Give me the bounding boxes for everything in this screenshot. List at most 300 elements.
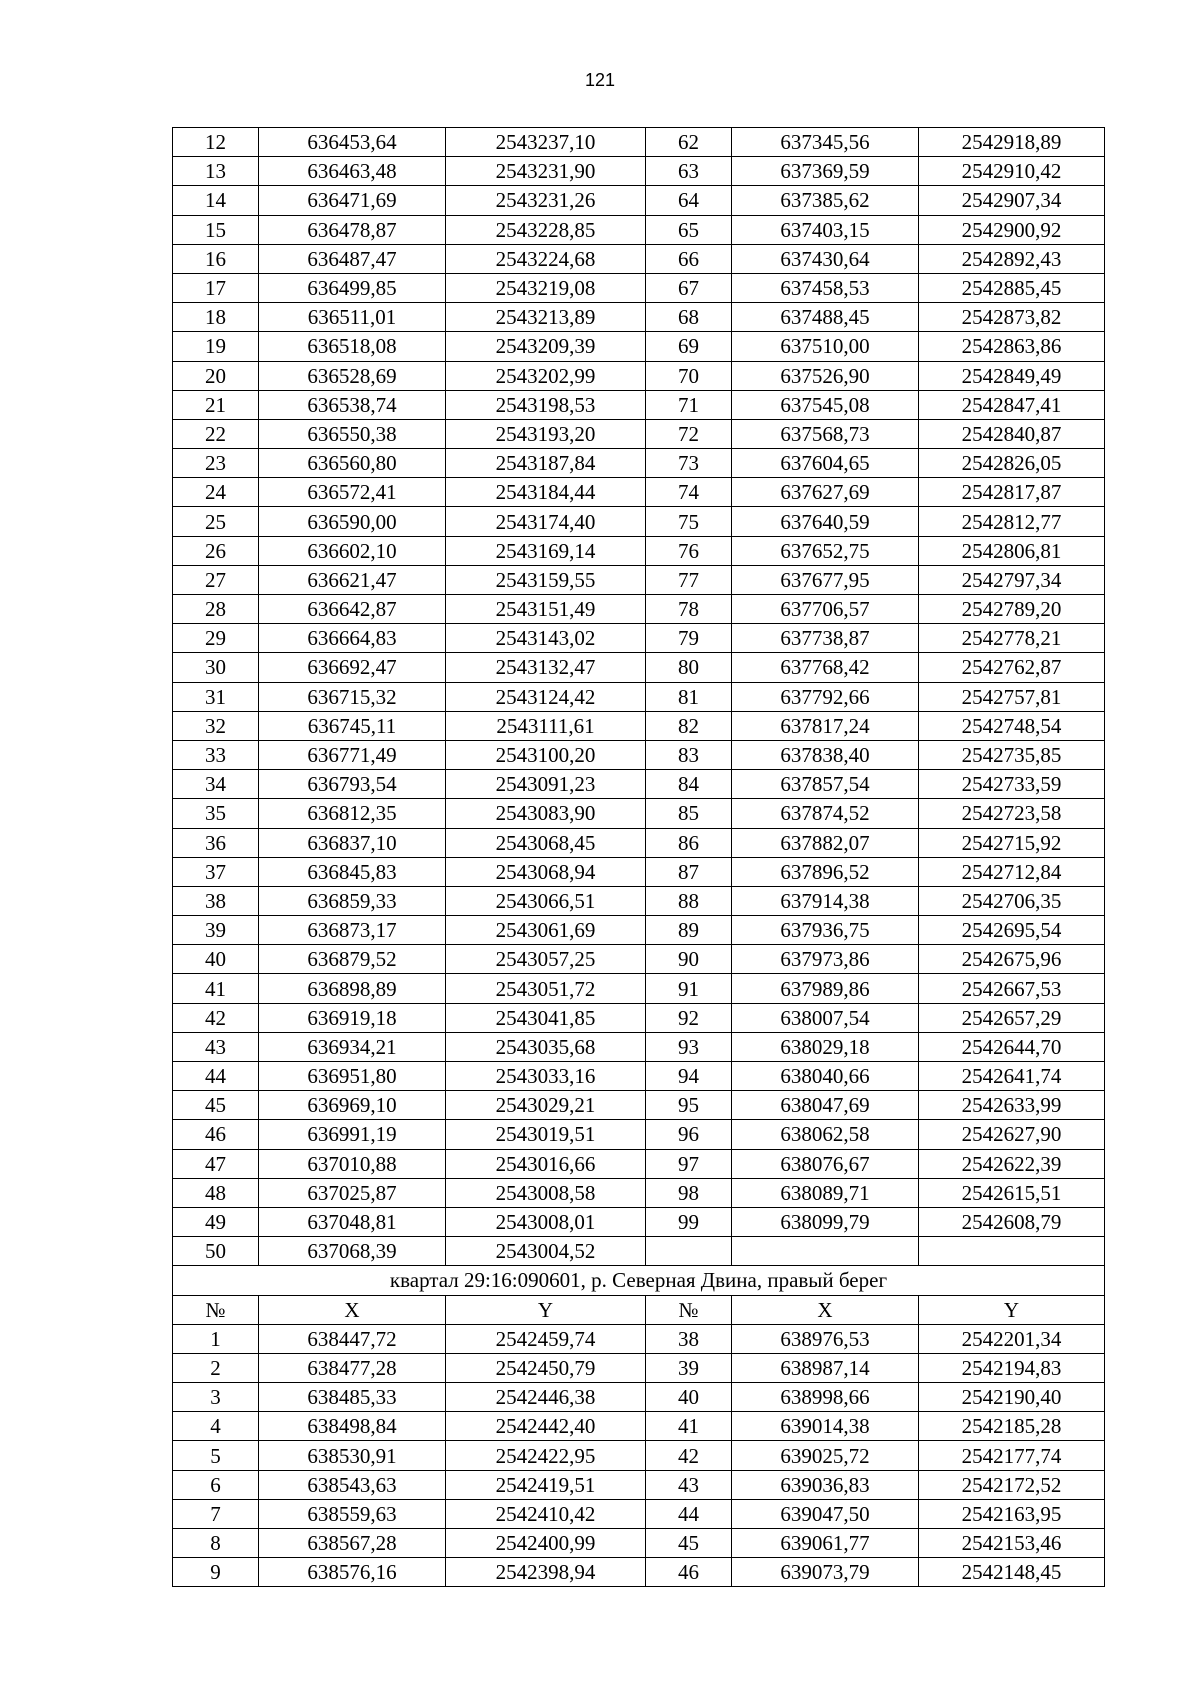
point-number-cell	[646, 1237, 732, 1266]
point-number-cell: 38	[173, 886, 259, 915]
x-coordinate-cell: 636969,10	[259, 1091, 446, 1120]
point-number-cell: 24	[173, 478, 259, 507]
x-coordinate-cell: 636538,74	[259, 390, 446, 419]
x-coordinate-cell: 637458,53	[732, 273, 919, 302]
point-number-cell: 42	[646, 1441, 732, 1470]
point-number-cell: 6	[173, 1470, 259, 1499]
point-number-cell: 96	[646, 1120, 732, 1149]
x-coordinate-cell: 639036,83	[732, 1470, 919, 1499]
table-row	[173, 682, 1105, 711]
y-coordinate-cell: 2542907,34	[919, 186, 1105, 215]
y-coordinate-cell: 2542450,79	[446, 1353, 646, 1382]
x-coordinate-cell: 637973,86	[732, 945, 919, 974]
x-coordinate-cell: 636919,18	[259, 1003, 446, 1032]
y-coordinate-cell: 2542400,99	[446, 1529, 646, 1558]
header-y-left: Y	[446, 1295, 646, 1324]
x-coordinate-cell: 639061,77	[732, 1529, 919, 1558]
x-coordinate-cell: 637488,45	[732, 303, 919, 332]
x-coordinate-cell: 638099,79	[732, 1207, 919, 1236]
point-number-cell: 38	[646, 1324, 732, 1353]
y-coordinate-cell: 2542715,92	[919, 828, 1105, 857]
point-number-cell: 43	[646, 1470, 732, 1499]
coordinates-table	[172, 127, 1105, 1587]
y-coordinate-cell: 2543033,16	[446, 1062, 646, 1091]
point-number-cell: 43	[173, 1032, 259, 1061]
x-coordinate-cell: 636560,80	[259, 449, 446, 478]
y-coordinate-cell: 2543228,85	[446, 215, 646, 244]
y-coordinate-cell: 2543083,90	[446, 799, 646, 828]
point-number-cell: 12	[173, 128, 259, 157]
y-coordinate-cell: 2542840,87	[919, 419, 1105, 448]
y-coordinate-cell: 2542757,81	[919, 682, 1105, 711]
y-coordinate-cell: 2542695,54	[919, 916, 1105, 945]
y-coordinate-cell: 2543029,21	[446, 1091, 646, 1120]
y-coordinate-cell: 2542723,58	[919, 799, 1105, 828]
point-number-cell: 89	[646, 916, 732, 945]
point-number-cell: 65	[646, 215, 732, 244]
x-coordinate-cell: 637385,62	[732, 186, 919, 215]
point-number-cell: 88	[646, 886, 732, 915]
y-coordinate-cell: 2542177,74	[919, 1441, 1105, 1470]
x-coordinate-cell: 637652,75	[732, 536, 919, 565]
x-coordinate-cell: 636453,64	[259, 128, 446, 157]
y-coordinate-cell: 2543016,66	[446, 1149, 646, 1178]
point-number-cell: 22	[173, 419, 259, 448]
x-coordinate-cell: 636793,54	[259, 770, 446, 799]
table-row	[173, 1441, 1105, 1470]
y-coordinate-cell: 2542885,45	[919, 273, 1105, 302]
point-number-cell: 20	[173, 361, 259, 390]
table-row	[173, 157, 1105, 186]
point-number-cell: 29	[173, 624, 259, 653]
table-row	[173, 653, 1105, 682]
x-coordinate-cell: 638559,63	[259, 1499, 446, 1528]
x-coordinate-cell: 636845,83	[259, 857, 446, 886]
y-coordinate-cell: 2543174,40	[446, 507, 646, 536]
y-coordinate-cell: 2543193,20	[446, 419, 646, 448]
x-coordinate-cell: 636642,87	[259, 595, 446, 624]
y-coordinate-cell: 2542185,28	[919, 1412, 1105, 1441]
x-coordinate-cell: 637640,59	[732, 507, 919, 536]
point-number-cell: 46	[646, 1558, 732, 1587]
table-row	[173, 186, 1105, 215]
y-coordinate-cell: 2542789,20	[919, 595, 1105, 624]
table-row	[173, 1324, 1105, 1353]
point-number-cell: 62	[646, 128, 732, 157]
point-number-cell: 64	[646, 186, 732, 215]
point-number-cell: 77	[646, 565, 732, 594]
point-number-cell: 72	[646, 419, 732, 448]
x-coordinate-cell: 637048,81	[259, 1207, 446, 1236]
y-coordinate-cell: 2542622,39	[919, 1149, 1105, 1178]
point-number-cell: 44	[646, 1499, 732, 1528]
y-coordinate-cell: 2543091,23	[446, 770, 646, 799]
y-coordinate-cell: 2543061,69	[446, 916, 646, 945]
x-coordinate-cell: 637989,86	[732, 974, 919, 1003]
x-coordinate-cell: 638976,53	[732, 1324, 919, 1353]
y-coordinate-cell: 2542706,35	[919, 886, 1105, 915]
y-coordinate-cell: 2543209,39	[446, 332, 646, 361]
x-coordinate-cell: 637936,75	[732, 916, 919, 945]
table-row	[173, 1353, 1105, 1382]
point-number-cell: 31	[173, 682, 259, 711]
point-number-cell: 39	[646, 1353, 732, 1382]
point-number-cell: 33	[173, 740, 259, 769]
y-coordinate-cell: 2542712,84	[919, 857, 1105, 886]
header-number-right: №	[646, 1295, 732, 1324]
point-number-cell: 5	[173, 1441, 259, 1470]
point-number-cell: 92	[646, 1003, 732, 1032]
y-coordinate-cell: 2542641,74	[919, 1062, 1105, 1091]
y-coordinate-cell: 2542657,29	[919, 1003, 1105, 1032]
table-row	[173, 1499, 1105, 1528]
x-coordinate-cell: 636463,48	[259, 157, 446, 186]
y-coordinate-cell: 2543219,08	[446, 273, 646, 302]
header-x-right: X	[732, 1295, 919, 1324]
table-row	[173, 507, 1105, 536]
point-number-cell: 32	[173, 711, 259, 740]
y-coordinate-cell: 2542817,87	[919, 478, 1105, 507]
x-coordinate-cell: 638477,28	[259, 1353, 446, 1382]
y-coordinate-cell: 2542778,21	[919, 624, 1105, 653]
point-number-cell: 18	[173, 303, 259, 332]
table-row	[173, 478, 1105, 507]
y-coordinate-cell: 2543068,94	[446, 857, 646, 886]
x-coordinate-cell: 637403,15	[732, 215, 919, 244]
point-number-cell: 73	[646, 449, 732, 478]
y-coordinate-cell: 2543124,42	[446, 682, 646, 711]
y-coordinate-cell: 2542806,81	[919, 536, 1105, 565]
point-number-cell: 26	[173, 536, 259, 565]
table-row	[173, 1062, 1105, 1091]
y-coordinate-cell: 2542918,89	[919, 128, 1105, 157]
section-header-row	[173, 1295, 1105, 1324]
section-title: квартал 29:16:090601, р. Северная Двина, правый берег	[173, 1266, 1105, 1295]
y-coordinate-cell: 2542633,99	[919, 1091, 1105, 1120]
point-number-cell: 49	[173, 1207, 259, 1236]
y-coordinate-cell: 2543231,90	[446, 157, 646, 186]
table-row	[173, 1412, 1105, 1441]
x-coordinate-cell: 637838,40	[732, 740, 919, 769]
y-coordinate-cell: 2543231,26	[446, 186, 646, 215]
y-coordinate-cell: 2542873,82	[919, 303, 1105, 332]
x-coordinate-cell: 636745,11	[259, 711, 446, 740]
point-number-cell: 21	[173, 390, 259, 419]
y-coordinate-cell: 2542812,77	[919, 507, 1105, 536]
point-number-cell: 78	[646, 595, 732, 624]
y-coordinate-cell: 2542900,92	[919, 215, 1105, 244]
point-number-cell: 99	[646, 1207, 732, 1236]
x-coordinate-cell: 636602,10	[259, 536, 446, 565]
table-row	[173, 244, 1105, 273]
x-coordinate-cell: 636487,47	[259, 244, 446, 273]
y-coordinate-cell: 2542733,59	[919, 770, 1105, 799]
point-number-cell: 40	[646, 1383, 732, 1412]
y-coordinate-cell: 2542910,42	[919, 157, 1105, 186]
x-coordinate-cell: 638040,66	[732, 1062, 919, 1091]
x-coordinate-cell: 638047,69	[732, 1091, 919, 1120]
x-coordinate-cell: 638498,84	[259, 1412, 446, 1441]
table-row	[173, 711, 1105, 740]
table-row	[173, 945, 1105, 974]
y-coordinate-cell: 2543066,51	[446, 886, 646, 915]
upper-rows	[173, 128, 1105, 1266]
y-coordinate-cell: 2543100,20	[446, 740, 646, 769]
x-coordinate-cell: 636812,35	[259, 799, 446, 828]
x-coordinate-cell: 637706,57	[732, 595, 919, 624]
table-row	[173, 1529, 1105, 1558]
x-coordinate-cell: 636550,38	[259, 419, 446, 448]
y-coordinate-cell: 2543008,58	[446, 1178, 646, 1207]
x-coordinate-cell: 636621,47	[259, 565, 446, 594]
point-number-cell: 30	[173, 653, 259, 682]
point-number-cell: 69	[646, 332, 732, 361]
page-number: 121	[584, 70, 616, 90]
header-y-right: Y	[919, 1295, 1105, 1324]
x-coordinate-cell: 637430,64	[732, 244, 919, 273]
point-number-cell: 98	[646, 1178, 732, 1207]
point-number-cell: 3	[173, 1383, 259, 1412]
table-row	[173, 624, 1105, 653]
x-coordinate-cell: 637510,00	[732, 332, 919, 361]
point-number-cell: 66	[646, 244, 732, 273]
point-number-cell: 81	[646, 682, 732, 711]
y-coordinate-cell: 2542148,45	[919, 1558, 1105, 1587]
y-coordinate-cell: 2543202,99	[446, 361, 646, 390]
y-coordinate-cell: 2542608,79	[919, 1207, 1105, 1236]
y-coordinate-cell: 2542748,54	[919, 711, 1105, 740]
table-row	[173, 128, 1105, 157]
x-coordinate-cell: 636771,49	[259, 740, 446, 769]
x-coordinate-cell: 638447,72	[259, 1324, 446, 1353]
y-coordinate-cell: 2542892,43	[919, 244, 1105, 273]
y-coordinate-cell: 2542735,85	[919, 740, 1105, 769]
y-coordinate-cell: 2543187,84	[446, 449, 646, 478]
point-number-cell: 85	[646, 799, 732, 828]
table-row	[173, 1091, 1105, 1120]
point-number-cell: 95	[646, 1091, 732, 1120]
y-coordinate-cell	[919, 1237, 1105, 1266]
point-number-cell: 36	[173, 828, 259, 857]
point-number-cell: 46	[173, 1120, 259, 1149]
point-number-cell: 84	[646, 770, 732, 799]
x-coordinate-cell: 638029,18	[732, 1032, 919, 1061]
section-rows	[173, 1324, 1105, 1587]
x-coordinate-cell: 636572,41	[259, 478, 446, 507]
x-coordinate-cell: 638062,58	[732, 1120, 919, 1149]
y-coordinate-cell: 2543057,25	[446, 945, 646, 974]
x-coordinate-cell: 638998,66	[732, 1383, 919, 1412]
point-number-cell: 87	[646, 857, 732, 886]
point-number-cell: 16	[173, 244, 259, 273]
point-number-cell: 80	[646, 653, 732, 682]
y-coordinate-cell: 2542459,74	[446, 1324, 646, 1353]
point-number-cell: 48	[173, 1178, 259, 1207]
point-number-cell: 39	[173, 916, 259, 945]
x-coordinate-cell: 637545,08	[732, 390, 919, 419]
point-number-cell: 97	[646, 1149, 732, 1178]
y-coordinate-cell: 2543143,02	[446, 624, 646, 653]
point-number-cell: 2	[173, 1353, 259, 1382]
table-row	[173, 1207, 1105, 1236]
x-coordinate-cell: 636471,69	[259, 186, 446, 215]
point-number-cell: 91	[646, 974, 732, 1003]
x-coordinate-cell: 638530,91	[259, 1441, 446, 1470]
y-coordinate-cell: 2542849,49	[919, 361, 1105, 390]
point-number-cell: 1	[173, 1324, 259, 1353]
y-coordinate-cell: 2543008,01	[446, 1207, 646, 1236]
y-coordinate-cell: 2542153,46	[919, 1529, 1105, 1558]
point-number-cell: 35	[173, 799, 259, 828]
y-coordinate-cell: 2542419,51	[446, 1470, 646, 1499]
x-coordinate-cell: 636951,80	[259, 1062, 446, 1091]
x-coordinate-cell: 636518,08	[259, 332, 446, 361]
point-number-cell: 23	[173, 449, 259, 478]
point-number-cell: 17	[173, 273, 259, 302]
x-coordinate-cell: 637874,52	[732, 799, 919, 828]
point-number-cell: 7	[173, 1499, 259, 1528]
y-coordinate-cell: 2542762,87	[919, 653, 1105, 682]
y-coordinate-cell: 2542797,34	[919, 565, 1105, 594]
point-number-cell: 13	[173, 157, 259, 186]
x-coordinate-cell: 637677,95	[732, 565, 919, 594]
x-coordinate-cell: 637738,87	[732, 624, 919, 653]
x-coordinate-cell: 636837,10	[259, 828, 446, 857]
x-coordinate-cell: 637604,65	[732, 449, 919, 478]
table-row	[173, 595, 1105, 624]
point-number-cell: 15	[173, 215, 259, 244]
section-title-row	[173, 1266, 1105, 1295]
y-coordinate-cell: 2543111,61	[446, 711, 646, 740]
y-coordinate-cell: 2542410,42	[446, 1499, 646, 1528]
x-coordinate-cell: 636511,01	[259, 303, 446, 332]
x-coordinate-cell: 637568,73	[732, 419, 919, 448]
point-number-cell: 45	[173, 1091, 259, 1120]
x-coordinate-cell: 638089,71	[732, 1178, 919, 1207]
point-number-cell: 83	[646, 740, 732, 769]
table-row	[173, 449, 1105, 478]
x-coordinate-cell: 638485,33	[259, 1383, 446, 1412]
x-coordinate-cell: 638987,14	[732, 1353, 919, 1382]
point-number-cell: 25	[173, 507, 259, 536]
y-coordinate-cell: 2542422,95	[446, 1441, 646, 1470]
y-coordinate-cell: 2543132,47	[446, 653, 646, 682]
y-coordinate-cell: 2543184,44	[446, 478, 646, 507]
point-number-cell: 47	[173, 1149, 259, 1178]
x-coordinate-cell: 637768,42	[732, 653, 919, 682]
header-x-left: X	[259, 1295, 446, 1324]
point-number-cell: 37	[173, 857, 259, 886]
y-coordinate-cell: 2543213,89	[446, 303, 646, 332]
table-row	[173, 273, 1105, 302]
table-row	[173, 1120, 1105, 1149]
table-row	[173, 1178, 1105, 1207]
point-number-cell: 41	[646, 1412, 732, 1441]
x-coordinate-cell: 638567,28	[259, 1529, 446, 1558]
x-coordinate-cell: 637857,54	[732, 770, 919, 799]
x-coordinate-cell: 639014,38	[732, 1412, 919, 1441]
y-coordinate-cell: 2542172,52	[919, 1470, 1105, 1499]
y-coordinate-cell: 2543224,68	[446, 244, 646, 273]
point-number-cell: 42	[173, 1003, 259, 1032]
point-number-cell: 14	[173, 186, 259, 215]
point-number-cell: 67	[646, 273, 732, 302]
point-number-cell: 75	[646, 507, 732, 536]
point-number-cell: 27	[173, 565, 259, 594]
y-coordinate-cell: 2542826,05	[919, 449, 1105, 478]
x-coordinate-cell: 636879,52	[259, 945, 446, 974]
x-coordinate-cell: 637792,66	[732, 682, 919, 711]
x-coordinate-cell: 637345,56	[732, 128, 919, 157]
table-row	[173, 1032, 1105, 1061]
x-coordinate-cell: 636692,47	[259, 653, 446, 682]
y-coordinate-cell: 2542190,40	[919, 1383, 1105, 1412]
point-number-cell: 70	[646, 361, 732, 390]
x-coordinate-cell: 637914,38	[732, 886, 919, 915]
y-coordinate-cell: 2542667,53	[919, 974, 1105, 1003]
y-coordinate-cell: 2542627,90	[919, 1120, 1105, 1149]
y-coordinate-cell: 2543019,51	[446, 1120, 646, 1149]
x-coordinate-cell: 636859,33	[259, 886, 446, 915]
x-coordinate-cell: 636934,21	[259, 1032, 446, 1061]
y-coordinate-cell: 2543169,14	[446, 536, 646, 565]
point-number-cell: 93	[646, 1032, 732, 1061]
point-number-cell: 90	[646, 945, 732, 974]
y-coordinate-cell: 2542644,70	[919, 1032, 1105, 1061]
y-coordinate-cell: 2543237,10	[446, 128, 646, 157]
y-coordinate-cell: 2542442,40	[446, 1412, 646, 1441]
x-coordinate-cell: 636715,32	[259, 682, 446, 711]
y-coordinate-cell: 2543035,68	[446, 1032, 646, 1061]
y-coordinate-cell: 2543041,85	[446, 1003, 646, 1032]
y-coordinate-cell: 2543151,49	[446, 595, 646, 624]
table-row	[173, 332, 1105, 361]
point-number-cell: 28	[173, 595, 259, 624]
y-coordinate-cell: 2543159,55	[446, 565, 646, 594]
table-row	[173, 1558, 1105, 1587]
x-coordinate-cell: 636873,17	[259, 916, 446, 945]
x-coordinate-cell: 639047,50	[732, 1499, 919, 1528]
point-number-cell: 79	[646, 624, 732, 653]
point-number-cell: 63	[646, 157, 732, 186]
point-number-cell: 4	[173, 1412, 259, 1441]
x-coordinate-cell: 637010,88	[259, 1149, 446, 1178]
point-number-cell: 76	[646, 536, 732, 565]
table-row	[173, 565, 1105, 594]
x-coordinate-cell: 637068,39	[259, 1237, 446, 1266]
point-number-cell: 68	[646, 303, 732, 332]
point-number-cell: 34	[173, 770, 259, 799]
x-coordinate-cell: 637896,52	[732, 857, 919, 886]
point-number-cell: 82	[646, 711, 732, 740]
y-coordinate-cell: 2543068,45	[446, 828, 646, 857]
table-row	[173, 916, 1105, 945]
x-coordinate-cell: 636590,00	[259, 507, 446, 536]
x-coordinate-cell: 636664,83	[259, 624, 446, 653]
y-coordinate-cell: 2543004,52	[446, 1237, 646, 1266]
header-number-left: №	[173, 1295, 259, 1324]
x-coordinate-cell: 639073,79	[732, 1558, 919, 1587]
point-number-cell: 45	[646, 1529, 732, 1558]
table-row	[173, 740, 1105, 769]
table-row	[173, 1470, 1105, 1499]
table-row	[173, 857, 1105, 886]
table-row	[173, 1003, 1105, 1032]
table-row	[173, 1237, 1105, 1266]
y-coordinate-cell: 2542163,95	[919, 1499, 1105, 1528]
y-coordinate-cell: 2542847,41	[919, 390, 1105, 419]
point-number-cell: 94	[646, 1062, 732, 1091]
